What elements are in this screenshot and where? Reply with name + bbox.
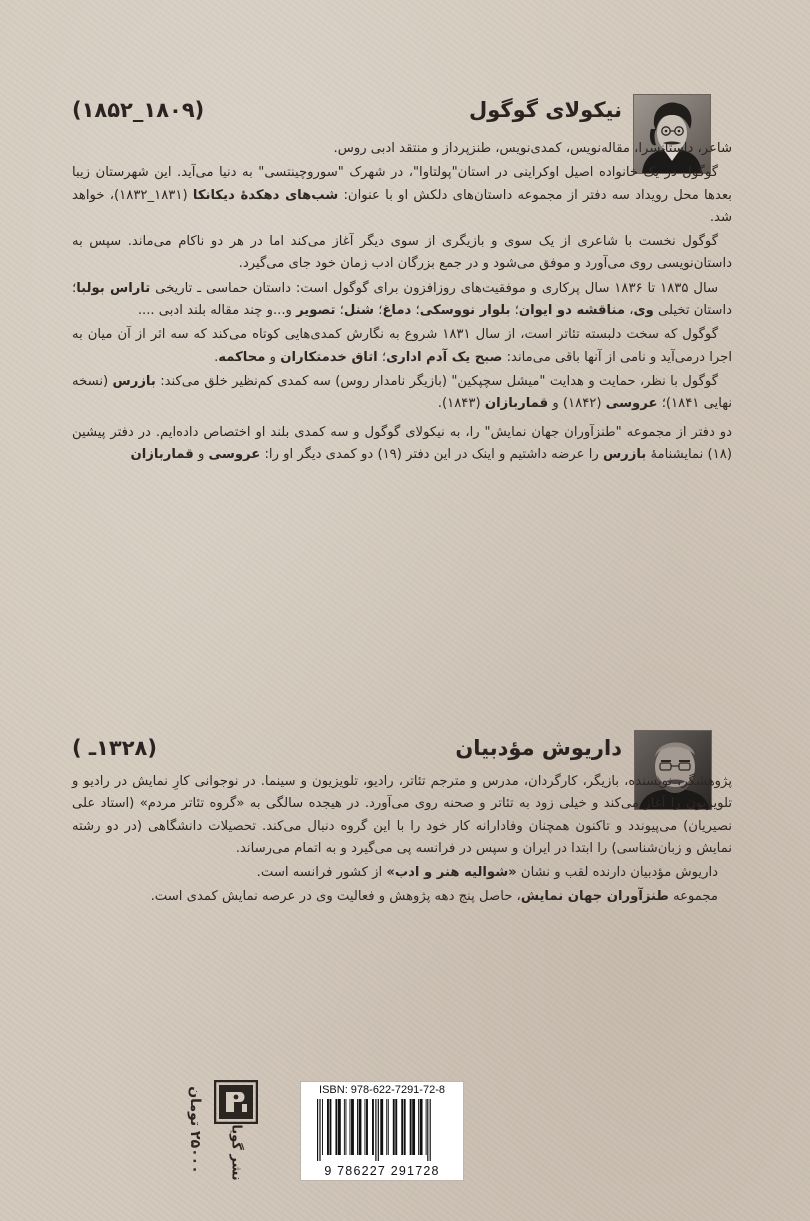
barcode-bar [388,1099,389,1155]
gogol-bio-p5: گوگول که سخت دلبسته تئاتر است، از سال ۱۸۳۱ شروع به نگارش کمدی‌هایی کوتاه می‌کند که سه اثر از آن میان به اجرا درمی‌آید و نامی از آنها باقی می‌ماند: صبح یک آدم اداری؛ اتاق خدمتکاران و محاکمه. [72,327,732,365]
barcode-bar [322,1099,323,1155]
moadabian-years: (۱۳۲۸ـ ) [72,736,157,760]
barcode-bar [386,1099,387,1155]
barcode-bar [395,1099,397,1155]
barcode-bar [427,1099,428,1161]
barcode-bar [345,1099,346,1155]
gogol-bio-p2: گوگول در یک خانواده اصیل اوکراینی در استان"پولتاوا"، در شهرک "سوروچینتسی" به دنیا می‌آید. این شهرستان زیبا بعدها محل رویداد سه دفتر از مجموعه داستان‌های دلکش او با عنوان: شب‌های دهکدهٔ دیکانکا (۱۸۳۱_۱۸۳۲)، خواهد شد. [72,165,732,225]
barcode-bar [375,1099,376,1161]
price-text: ۲۵۰۰۰ تومان [187,1086,203,1174]
barcode-bar [378,1099,379,1161]
gogol-biography [72,138,732,468]
moadabian-biography [72,771,732,911]
moadabian-bio-p2: داریوش مؤدبیان دارنده لقب و نشان «شوالیه هنر و ادب» از کشور فرانسه است. [256,865,718,881]
barcode-bar [393,1099,395,1155]
moadabian-bio-p3: مجموعه طنزآوران جهان نمایش، حاصل پنج دهه پژوهش و فعالیت وی در عرصه نمایش کمدی است. [150,889,718,905]
barcode-bar [372,1099,374,1155]
barcode-bar [404,1099,406,1155]
barcode-bar [338,1099,341,1155]
gogol-bio-p3: گوگول نخست با شاعری از یک سوی و بازیگری از سوی دیگر آغاز می‌کند اما در هر دو ناکام می‌ماند. سپس به داستان‌نویسی روی می‌آورد و موفق می‌شود و در جمع بزرگان ادب زمان خود جای می‌گیرد. [72,234,732,272]
barcode-bar [380,1099,383,1155]
isbn-text: ISBN: 978-622-7291-72-8 [319,1084,445,1096]
barcode-bar [359,1099,362,1155]
barcode-bar [418,1099,419,1155]
gogol-years: (۱۸۰۹_۱۸۵۲) [72,98,205,122]
barcode-bar [365,1099,366,1155]
barcode-bar [357,1099,358,1155]
barcode-number: 9 786227 291728 [324,1164,440,1178]
goya-publisher-logo-icon [214,1080,258,1124]
ean13-barcode-icon [315,1099,455,1161]
barcode-bar [344,1099,345,1155]
barcode-bar [350,1099,351,1155]
barcode-bar [327,1099,329,1155]
gogol-name: نیکولای گوگول [468,98,622,122]
barcode-bar [330,1099,332,1155]
publisher-name: نشر گویا [228,1123,244,1181]
moadabian-bio-p1: پژوهشگر، نویسنده، بازیگر، کارگردان، مدرس و مترجم تئاتر، رادیو، تلویزیون و سینما. در نوجوانی کارِ نمایش در رادیو و تلویزیون را آغاز می‌کند و خیلی زود به تئاتر و صحنه روی می‌آورد. در هیجده سالگی به «گروه تئاتر مردم» (استاد علی نصیریان) می‌پیوندد و تاکنون همچنان وفادارانه کار خود را با این گروه دنبال می‌کند. تحصیلات دانشگاهی (در دو رشته نمایش و زبان‌شناسی) را ابتدا در ایران و سپس در فرانسه پی می‌گیرد و به اتمام می‌رساند. [72,774,732,856]
barcode-bar [426,1099,427,1155]
price-label [183,1080,207,1180]
moadabian-name: داریوش مؤدبیان [455,736,622,760]
publisher-block [212,1076,260,1181]
gogol-bio-p1: شاعر، داستانسرا، مقاله‌نویس، کمدی‌نویس، طنزپرداز و منتقد ادبی روس. [333,141,732,156]
barcode-bar [420,1099,423,1155]
barcode-bar [366,1099,368,1155]
gogol-bio-p4: سال ۱۸۳۵ تا ۱۸۳۶ سال پرکاری و موفقیت‌های روزافزون برای گوگول است: داستان حماسی ـ تاریخی تاراس بولبا؛ داستان تخیلی وی، مناقشه دو ایوان؛ بلوار نووسکی؛ دماغ؛ شنل؛ تصویر و...و چند مقاله بلند ادبی .... [72,280,732,319]
moadabian-heading [72,734,622,762]
gogol-bio-p7: دو دفتر از مجموعه "طنزآوران جهان نمایش" را، به نیکولای گوگول و سه کمدی بلند او اختصاص داده‌ایم. در دفتر پیشین (۱۸) نمایشنامهٔ بازرس را عرضه داشتیم و اینک در این دفتر (۱۹) دو کمدی دیگر او را: عروسی و قماربازان [72,424,732,462]
barcode-bar [430,1099,431,1161]
barcode-bar [412,1099,415,1155]
barcode-bar [351,1099,354,1155]
publisher-name-wrap [224,1123,248,1181]
barcode-bar [401,1099,403,1155]
gogol-heading [72,96,622,124]
gogol-bio-p6: گوگول با نظر، حمایت و هدایت "میشل سچپکین" (بازیگر نامدار روس) سه کمدی کم‌نظیر خلق می‌کند: بازرس (نسخه نهایی ۱۸۴۱)؛ عروسی (۱۸۴۲) و قماربازان (۱۸۴۳). [72,373,732,412]
barcode-bar [410,1099,412,1155]
barcode-bar [319,1099,320,1161]
barcode-bar [335,1099,337,1155]
barcode-block [300,1081,464,1181]
barcode-bar [317,1099,318,1161]
